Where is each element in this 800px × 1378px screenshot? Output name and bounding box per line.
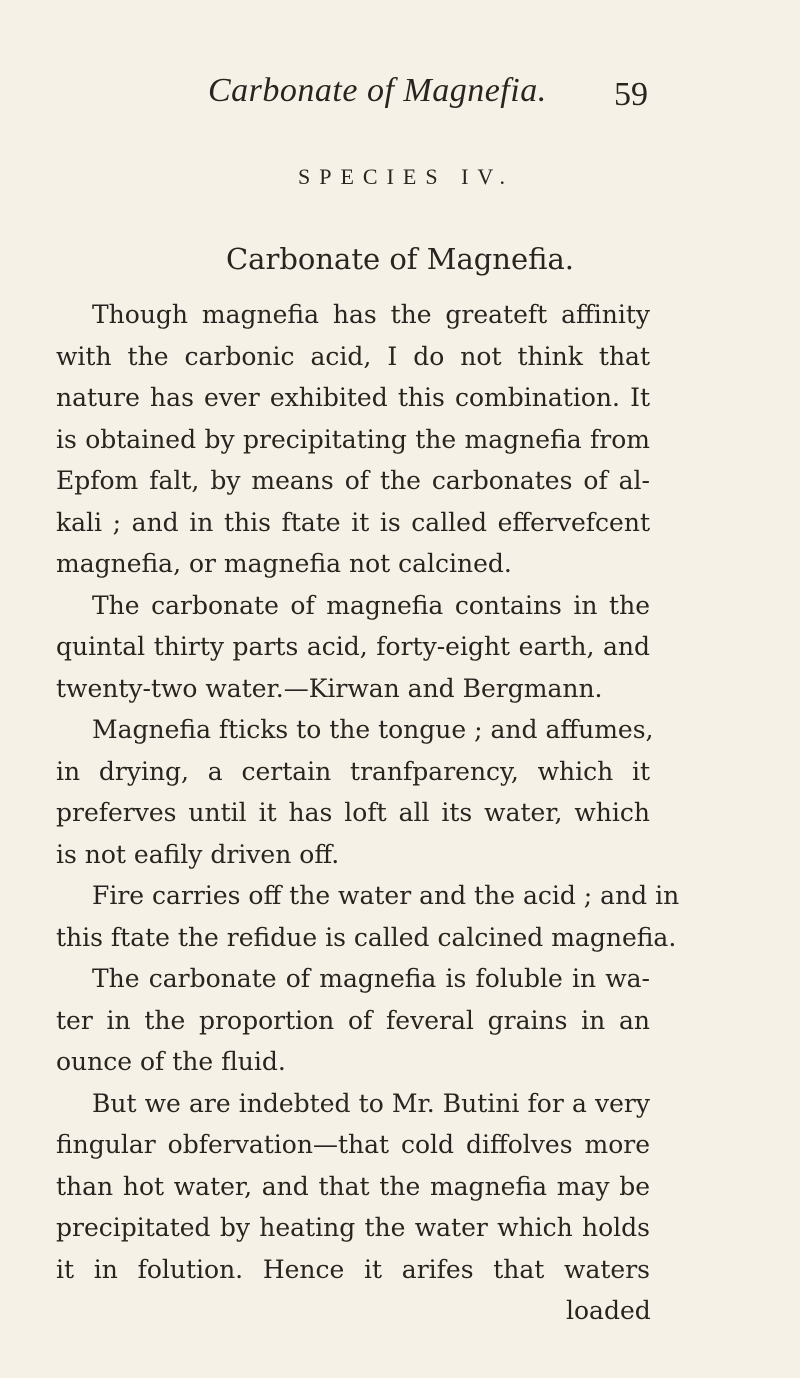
text-line: But we are indebted to Mr. Butini for a very: [92, 1089, 650, 1118]
text-line: ounce of the fluid.: [56, 1047, 286, 1076]
text-line: is not eafily driven off.: [56, 840, 340, 869]
text-line: it in folution. Hence it arifes that waters: [56, 1255, 650, 1284]
text-line: preferves until it has loft all its water, which: [56, 798, 650, 827]
text-line: kali ; and in this ftate it is called effervefcent: [56, 508, 650, 537]
text-line: ter in the proportion of feveral grains in an: [56, 1006, 650, 1035]
text-line: The carbonate of magnefia is foluble in wa-: [92, 964, 650, 993]
section-title: Carbonate of Magnefia.: [225, 242, 574, 276]
text-line: Though magnefia has the greateft affinity: [92, 300, 650, 329]
text-line: Epfom falt, by means of the carbonates of al-: [56, 466, 650, 495]
text-line: Fire carries off the water and the acid ; and in: [92, 881, 680, 910]
text-line: fingular obfervation—that cold diffolves more: [56, 1130, 650, 1159]
species-heading: SPECIES IV.: [298, 164, 514, 189]
text-line: magnefia, or magnefia not calcined.: [56, 549, 512, 578]
text-line: Magnefia fticks to the tongue ; and affumes,: [92, 715, 654, 744]
text-line: with the carbonic acid, I do not think that: [56, 342, 650, 371]
text-line: nature has ever exhibited this combination. It: [56, 383, 650, 412]
running-title: Carbonate of Magnefia.: [208, 72, 547, 109]
text-line: The carbonate of magnefia contains in the: [92, 591, 650, 620]
text-line: than hot water, and that the magnefia may be: [56, 1172, 650, 1201]
text-line: quintal thirty parts acid, forty-eight earth, and: [56, 632, 650, 661]
text-line: is obtained by precipitating the magnefia from: [56, 425, 650, 454]
text-line: in drying, a certain tranfparency, which it: [56, 757, 650, 786]
text-line: precipitated by heating the water which holds: [56, 1213, 650, 1242]
text-line: this ftate the refidue is called calcined magnefia.: [56, 923, 677, 952]
catchword: loaded: [566, 1296, 651, 1325]
page-number: 59: [614, 76, 648, 113]
text-line: twenty-two water.—Kirwan and Bergmann.: [56, 674, 603, 703]
